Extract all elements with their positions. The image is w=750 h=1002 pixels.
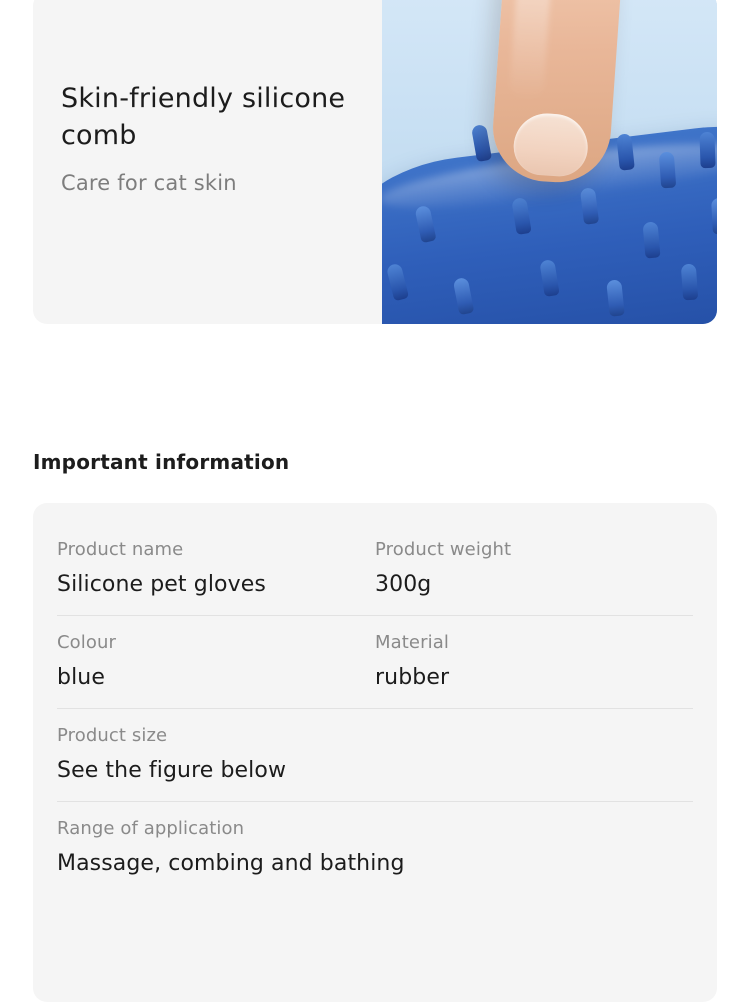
info-value: rubber — [375, 665, 450, 690]
info-label: Product size — [57, 725, 168, 746]
info-cell — [57, 725, 693, 783]
info-value: 300g — [375, 572, 432, 597]
info-value: Silicone pet gloves — [57, 572, 266, 597]
info-value: blue — [57, 665, 105, 690]
hero-subtitle: Care for cat skin — [61, 170, 237, 195]
info-row — [57, 802, 693, 894]
info-label: Product name — [57, 539, 184, 560]
info-label: Product weight — [375, 539, 512, 560]
info-label: Colour — [57, 632, 117, 653]
hero-text-block — [33, 0, 382, 324]
spike-icon — [642, 221, 660, 258]
hero-title: Skin-friendly silicone comb — [61, 83, 346, 152]
info-label: Range of application — [57, 818, 245, 839]
info-cell — [57, 632, 375, 690]
spike-icon — [711, 198, 717, 235]
info-row — [57, 533, 693, 616]
spike-icon — [699, 132, 715, 169]
info-row — [57, 709, 693, 802]
info-cell — [375, 632, 693, 690]
important-information-card — [33, 503, 717, 1002]
info-cell — [57, 539, 375, 597]
section-title-important-information: Important information — [33, 450, 290, 474]
info-value: See the figure below — [57, 758, 287, 783]
spike-icon — [659, 152, 676, 189]
spike-icon — [681, 264, 698, 301]
finger-highlight — [509, 0, 553, 101]
info-row — [57, 616, 693, 709]
hero-product-photo — [382, 0, 717, 324]
info-value: Massage, combing and bathing — [57, 851, 405, 876]
info-label: Material — [375, 632, 449, 653]
info-cell — [57, 818, 693, 876]
hero-banner — [33, 0, 717, 324]
info-cell — [375, 539, 693, 597]
